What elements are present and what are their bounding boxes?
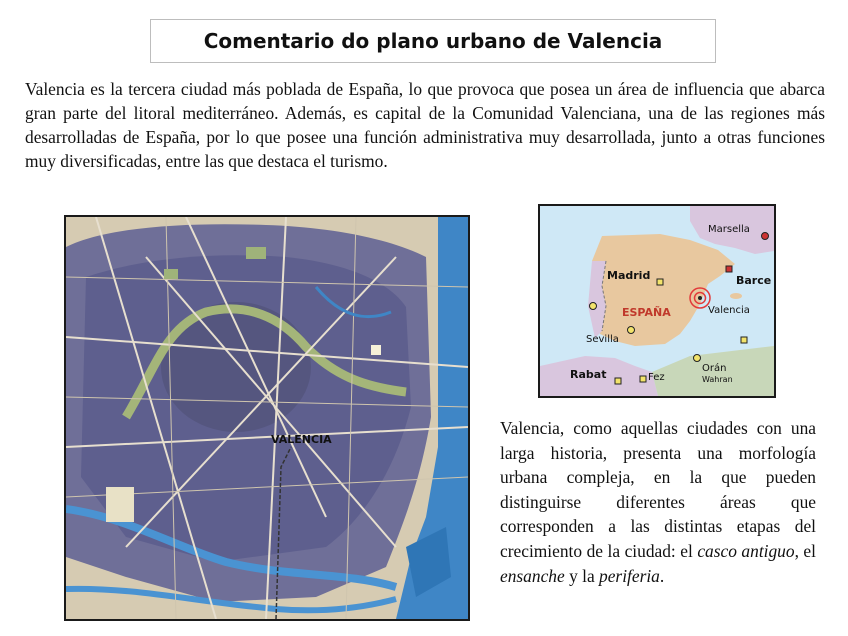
caption-paragraph — [500, 416, 816, 588]
label-marsella: Marsella — [708, 224, 750, 235]
caption-casco: casco antiguo — [697, 540, 795, 561]
page-title: Comentario do plano urbano de Valencia — [203, 29, 663, 53]
caption-sep1: , el — [794, 540, 816, 561]
caption-ensanche: ensanche — [500, 565, 565, 586]
city-map-label: VALENCIA — [271, 433, 332, 446]
caption-sep2: y la — [564, 565, 600, 586]
label-espana: ESPAÑA — [622, 306, 671, 319]
label-oran: Orán — [702, 363, 727, 374]
intro-paragraph: Valencia es la tercera ciudad más poblada de España, lo que provoca que posea un área de influencia que abarca gran parte del litoral mediterráneo. Además, es capital de la Comunidad Valenciana, una de las regiones más desarrolladas de España, por lo que posee una función administrativa muy desarrollada, junto a otras funciones muy diversificadas, entre las que destaca el turismo. — [25, 79, 825, 171]
valencia-city-map — [64, 215, 470, 621]
region-location-map — [538, 204, 776, 398]
label-sevilla: Sevilla — [586, 334, 619, 345]
label-barce: Barce — [736, 274, 772, 287]
label-rabat: Rabat — [570, 368, 607, 381]
label-valencia: Valencia — [708, 305, 750, 316]
label-madrid: Madrid — [607, 269, 651, 282]
page-title-box — [150, 19, 716, 63]
label-wahran: Wahran — [702, 375, 733, 384]
label-fez: Fez — [648, 372, 665, 383]
caption-periferia: periferia — [599, 565, 660, 586]
caption-text: Valencia, como aquellas ciudades con una larga historia, presenta una morfología urbana compleja, en la que pueden distinguirse diferentes áreas que corresponden a las distintas etapas del crecimiento de la ciudad: el — [500, 418, 816, 561]
caption-end: . — [659, 565, 665, 586]
